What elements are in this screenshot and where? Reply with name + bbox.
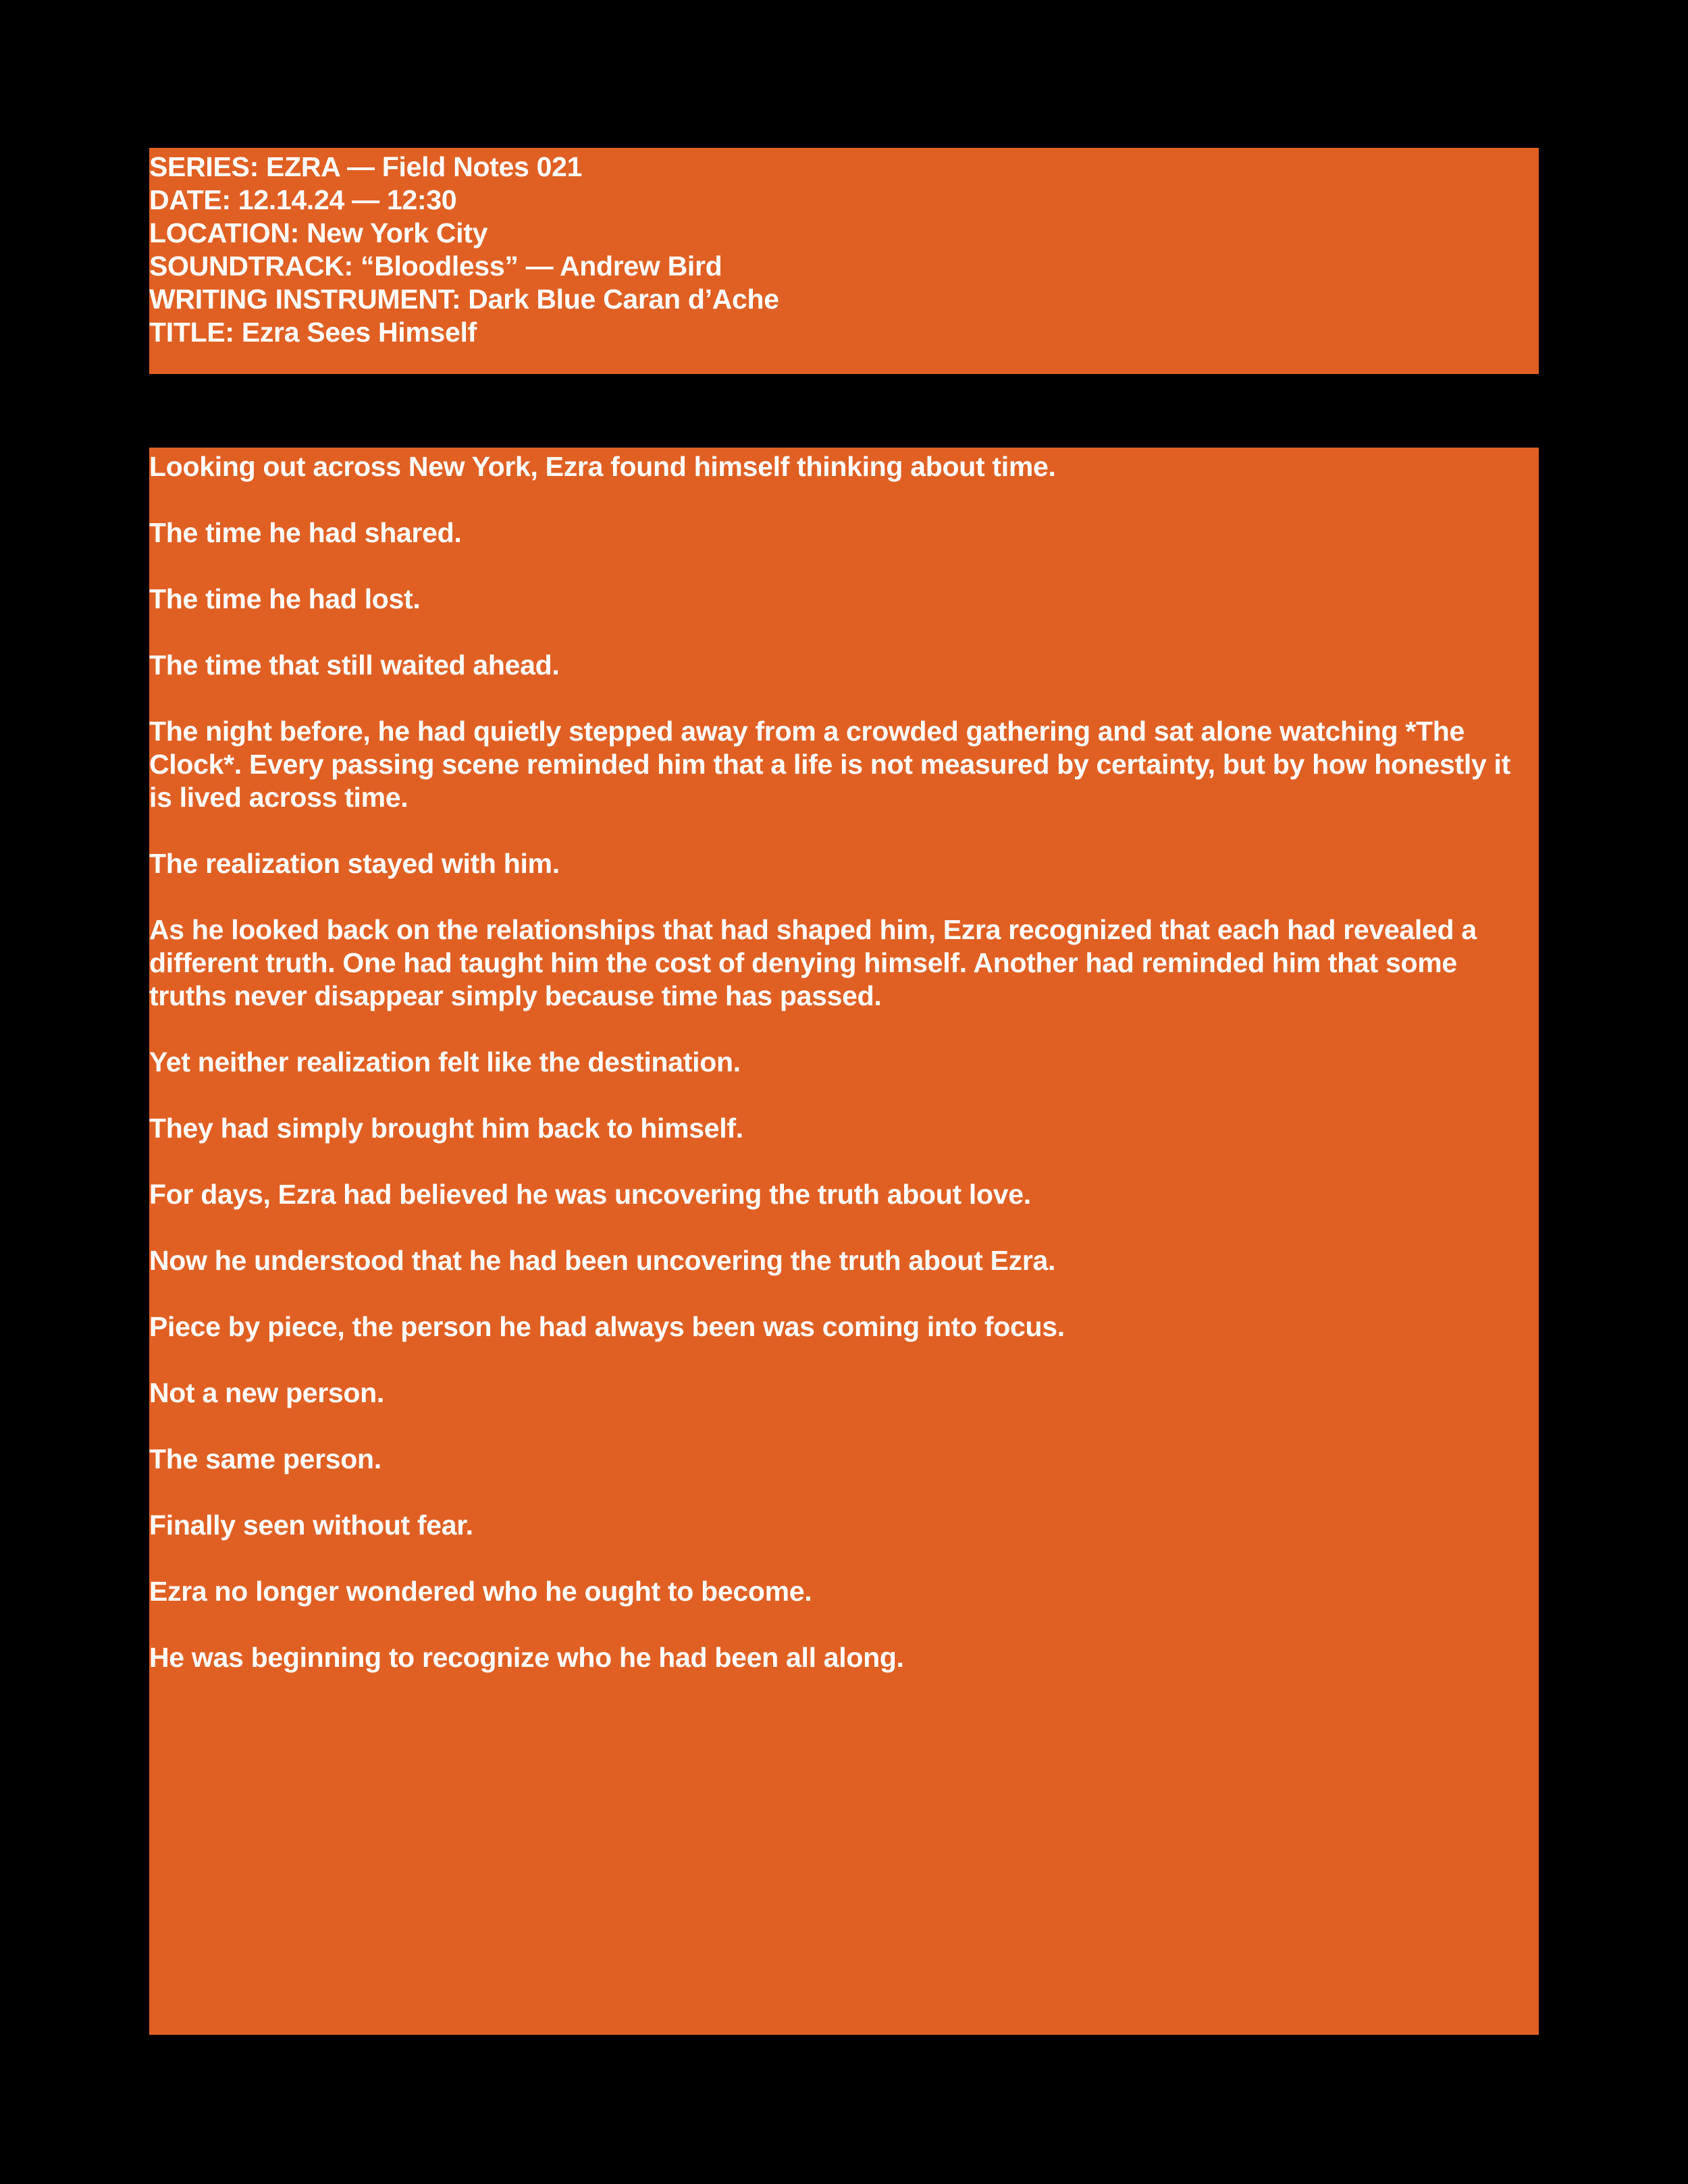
date-line: DATE: 12.14.24 — 12:30: [149, 184, 457, 215]
paragraph: Not a new person.: [149, 1377, 385, 1408]
paragraph: Finally seen without fear.: [149, 1510, 473, 1541]
paragraph: Looking out across New York, Ezra found himself thinking about time.: [149, 451, 1056, 482]
paragraph: As he looked back on the relationships that had shaped him, Ezra recognized that each had revealed a different truth. One had taught him the cost of denying himself. Another had reminded him that some truths never disappear simply because time has passed.: [149, 914, 1477, 1011]
paragraph: They had simply brought him back to himself.: [149, 1113, 743, 1144]
paragraph: The night before, he had quietly stepped away from a crowded gathering and sat alone watching *The Clock*. Every passing scene reminded him that a life is not measured by certainty, but by how honestly it is lived across time.: [149, 716, 1510, 813]
paragraph: Piece by piece, the person he had always been was coming into focus.: [149, 1311, 1065, 1342]
paragraph: For days, Ezra had believed he was uncovering the truth about love.: [149, 1179, 1031, 1210]
paragraph: He was beginning to recognize who he had been all along.: [149, 1642, 904, 1673]
story-body: [149, 448, 1539, 2035]
location-line: LOCATION: New York City: [149, 217, 488, 248]
series-line: SERIES: EZRA — Field Notes 021: [149, 151, 583, 182]
paragraph: Now he understood that he had been uncovering the truth about Ezra.: [149, 1245, 1056, 1276]
paragraph: Ezra no longer wondered who he ought to become.: [149, 1576, 812, 1607]
title-line: TITLE: Ezra Sees Himself: [149, 317, 477, 348]
paragraph: The time he had shared.: [149, 517, 462, 548]
paragraph: Yet neither realization felt like the destination.: [149, 1046, 741, 1077]
paragraph: The time that still waited ahead.: [149, 649, 560, 681]
soundtrack-line: SOUNDTRACK: “Bloodless” — Andrew Bird: [149, 250, 722, 282]
paragraph: The time he had lost.: [149, 583, 421, 614]
writing-instrument-line: WRITING INSTRUMENT: Dark Blue Caran d’Ache: [149, 284, 779, 315]
paragraph: The realization stayed with him.: [149, 848, 560, 879]
metadata-header: [149, 148, 1539, 374]
paragraph: The same person.: [149, 1443, 381, 1474]
